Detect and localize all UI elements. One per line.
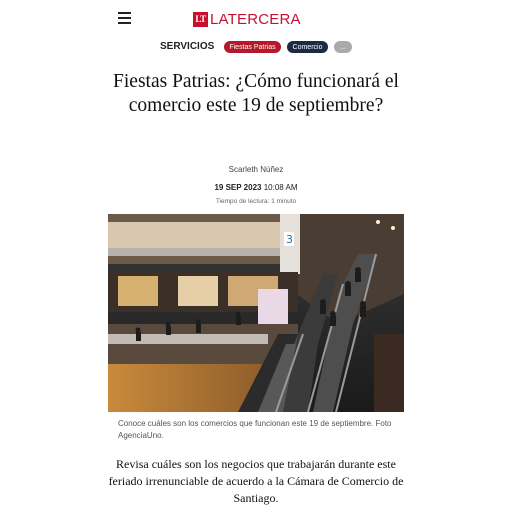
site-logo[interactable] [193,10,301,28]
article-title: Fiestas Patrias: ¿Cómo funcionará el comercio este 19 de septiembre? [113,71,399,116]
article-lead: Revisa cuáles son los negocios que trabajarán durante este feriado irrenunciable de acuerdo a la Cámara de Comercio de Santiago. [108,457,404,505]
publish-date: 19 SEP 2023 [214,183,262,192]
photo-caption: Conoce cuáles son los comercios que funcionan este 19 de septiembre. Foto AgenciaUno. [118,419,392,440]
logo-text: LATERCERA [210,10,301,28]
section-label[interactable]: SERVICIOS [160,41,215,52]
publish-dateline [0,183,512,192]
author-name[interactable]: Scarleth Núñez [228,165,284,174]
article-photo [108,214,404,412]
photo-sign-text: 3 [286,233,293,246]
tag-fiestas-patrias[interactable]: Fiestas Patrias [224,41,281,53]
section-nav [0,39,512,57]
top-bar [0,0,512,36]
tag-more[interactable]: ... [334,41,352,53]
mall-escalator-photo [108,214,404,412]
publish-time: 10:08 AM [263,183,298,192]
hamburger-menu-icon[interactable] [118,12,131,24]
logo-mark: LT [193,12,208,27]
reading-time: Tiempo de lectura: 1 minuto [215,198,297,205]
tag-comercio[interactable]: Comercio [287,41,328,53]
